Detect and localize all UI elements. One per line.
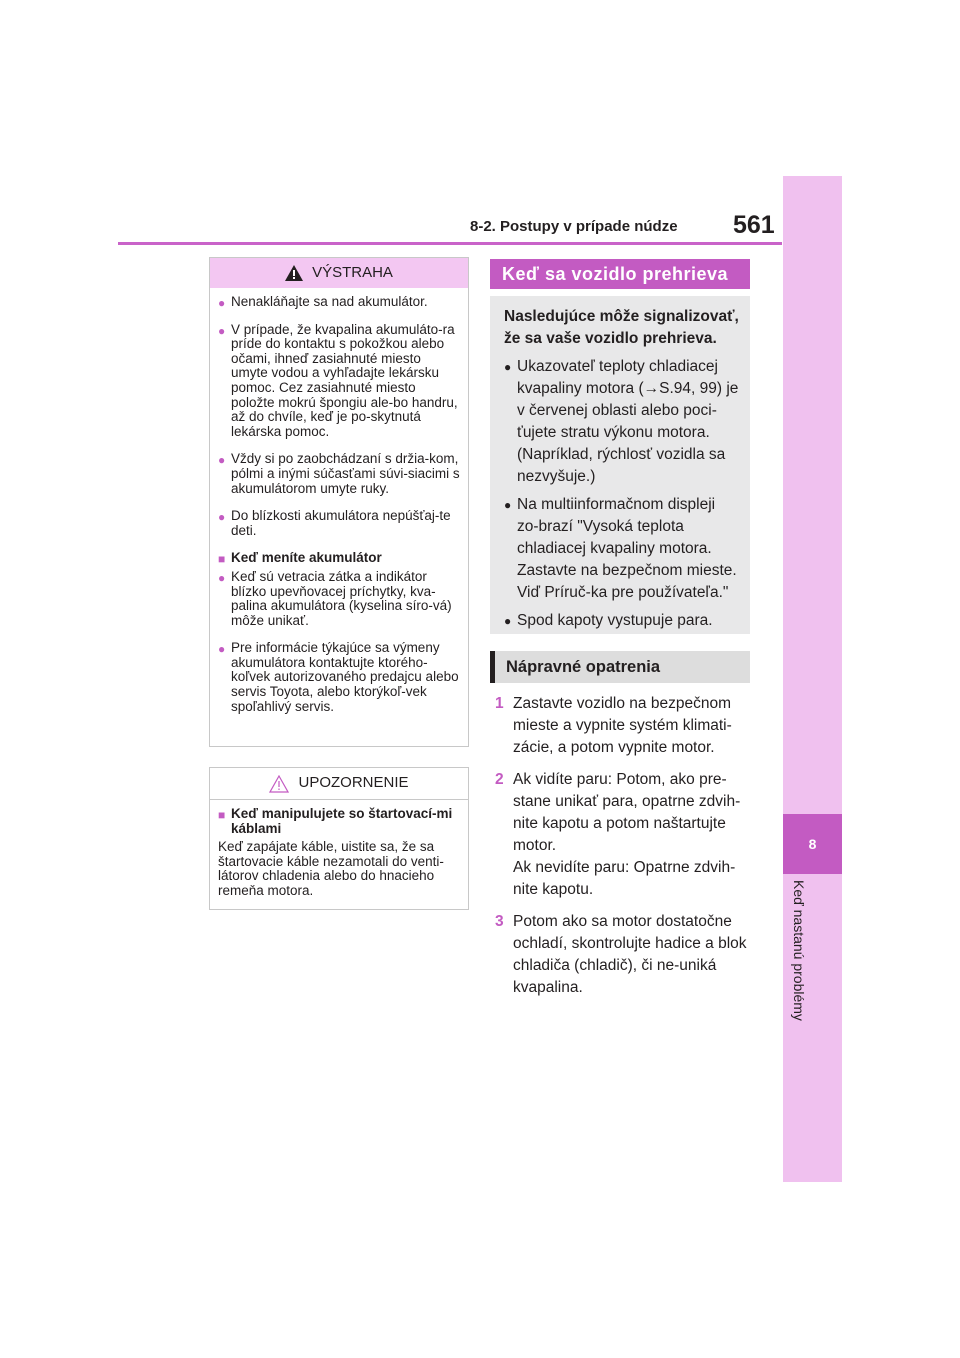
caution-subheading: ■ Keď manipulujete so štartovací-mi káblami [218,806,453,836]
remedy-steps [495,693,757,1009]
section-heading: 8-2. Postupy v prípade núdze [470,218,678,235]
symptom-item: ● Spod kapoty vystupuje para. [504,612,713,629]
overheat-intro: Nasledujúce môže signalizovať, že sa vaše vozidlo prehrieva. [504,308,739,347]
warning-box [209,257,469,747]
caution-box [209,767,469,910]
remedy-step: 1 Zastavte vozidlo na bezpečnom mieste a vypnite systém klimati-zácie, a potom vypnite motor. [495,695,732,756]
caution-text: Keď zapájate káble, uistite sa, že sa štartovacie káble nezamotali do venti-látorov chladenia alebo do hnacieho remeňa motora. [218,839,444,898]
warning-item: ● Do blízkosti akumulátora nepúšťaj-te deti. [218,508,451,538]
symptom-item: ● Na multiinformačnom displeji zo-brazí "Vysoká teplota chladiacej kvapaliny motora. Zastavte na bezpečnom mieste. Viď Príruč-ka pre používateľa." [504,496,737,601]
remedy-title: Nápravné opatrenia [490,651,750,683]
warning-sub-item: ● Keď sú vetracia zátka a indikátor blízko upevňovacej príchytky, kva-palina akumulátora (kyselina síro-vá) môže unikať. [218,568,452,628]
warning-box-header [210,258,468,288]
overheat-symptoms-box [490,296,750,634]
warning-title: VÝSTRAHA [312,263,393,281]
warning-triangle-filled-icon [285,265,303,281]
remedy-step: 3 Potom ako sa motor dostatočne ochladí, skontrolujte hadice a blok chladiča (chladič), či ne-uniká kvapalina. [495,913,747,996]
warning-item: ● V prípade, že kvapalina akumuláto-ra príde do kontaktu s pokožkou alebo očami, ihneď zasiahnuté miesto umyte vodou a vyhľadajte lekársku pomoc. Cez zasiahnuté miesto položte mokrú špongiu ale-bo handru, až do chvíle, keď je po-skytnutá lekárska pomoc. [218,321,458,439]
warning-subheading: ■ Keď meníte akumulátor [218,550,382,567]
page-number: 561 [733,211,775,239]
warning-item: ● Nenakláňajte sa nad akumulátor. [218,294,428,310]
symptom-item: ● Ukazovateľ teploty chladiacej kvapaliny motora (→S.94, 99) je v červenej oblasti alebo poci-ťujete stratu výkonu motora. (Napríklad, rýchlosť vozidla sa nezvyšuje.) [504,358,739,485]
chapter-number: 8 [783,814,842,874]
warning-sub-item: ● Pre informácie týkajúce sa výmeny akumulátora kontaktujte ktorého-koľvek autorizovaného predajcu alebo servis Toyota, alebo ktorýkoľ-vek spoľahlivý servis. [218,640,459,714]
chapter-title: Keď nastanú problémy [791,880,807,1021]
overheat-section-title: Keď sa vozidlo prehrieva [490,259,750,289]
warning-triangle-outline-icon [269,775,289,793]
caution-box-header [210,768,468,800]
warning-item: ● Vždy si po zaobchádzaní s držia-kom, pólmi a inými súčasťami súvi-siacimi s akumulátorom umyte ruky. [218,451,460,496]
caution-title: UPOZORNENIE [298,774,409,792]
remedy-step: 2 Ak vidíte paru: Potom, ako pre-stane unikať para, opatrne zdvih-nite kapotu a potom naštartujte motor. Ak nevidíte paru: Opatrne zdvih-nite kapotu. [495,771,741,898]
header-rule [118,242,782,245]
